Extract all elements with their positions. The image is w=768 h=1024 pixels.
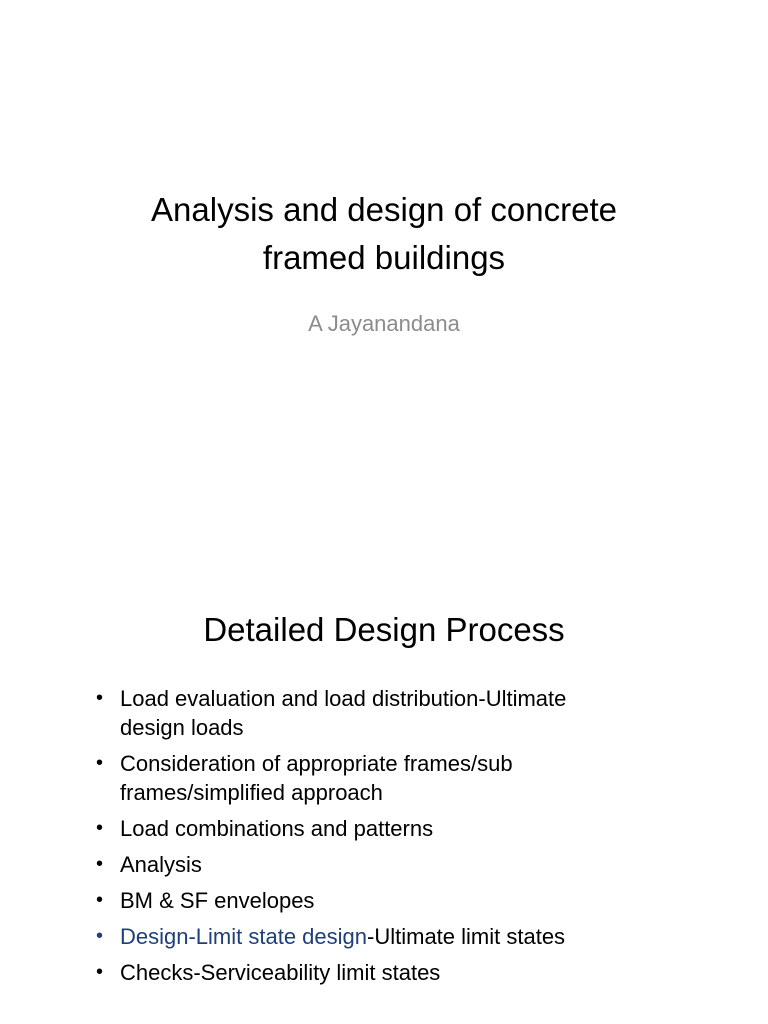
bullet-text-line-2: frames/simplified approach	[120, 780, 383, 805]
bullet-item	[96, 814, 696, 843]
slide-1-title	[0, 186, 768, 282]
bullet-text-line-1: Load evaluation and load distribution-Ultimate	[120, 686, 567, 711]
bullet-dot-icon: •	[96, 925, 104, 947]
bullet-text: Checks-Serviceability limit states	[120, 960, 441, 985]
slide-2	[0, 560, 768, 1024]
bullet-dot-icon: •	[96, 817, 104, 839]
bullet-item	[96, 886, 696, 915]
bullet-highlight-text: Design-Limit state design	[120, 924, 368, 949]
bullet-item	[96, 850, 696, 879]
bullet-item	[96, 749, 696, 807]
bullet-item	[96, 958, 696, 987]
bullet-dot-icon: •	[96, 961, 104, 983]
slide-1-title-line-1: Analysis and design of concrete	[151, 191, 617, 228]
bullet-dot-icon: •	[96, 687, 104, 709]
bullet-text: Analysis	[120, 852, 202, 877]
slide-2-title: Detailed Design Process	[203, 611, 565, 648]
bullet-dot-icon: •	[96, 853, 104, 875]
bullet-list	[96, 684, 696, 994]
bullet-dot-icon: •	[96, 752, 104, 774]
bullet-item-highlighted	[96, 922, 696, 951]
bullet-dot-icon: •	[96, 889, 104, 911]
slide-1-title-line-2: framed buildings	[262, 239, 506, 276]
bullet-text: BM & SF envelopes	[120, 888, 315, 913]
bullet-text-line-2: design loads	[120, 715, 244, 740]
bullet-text: -Ultimate limit states	[367, 924, 566, 949]
bullet-text-line-1: Consideration of appropriate frames/sub	[120, 751, 513, 776]
bullet-text: Load combinations and patterns	[120, 816, 434, 841]
bullet-item	[96, 684, 696, 742]
slide-1-author: A Jayanandana	[308, 311, 460, 336]
